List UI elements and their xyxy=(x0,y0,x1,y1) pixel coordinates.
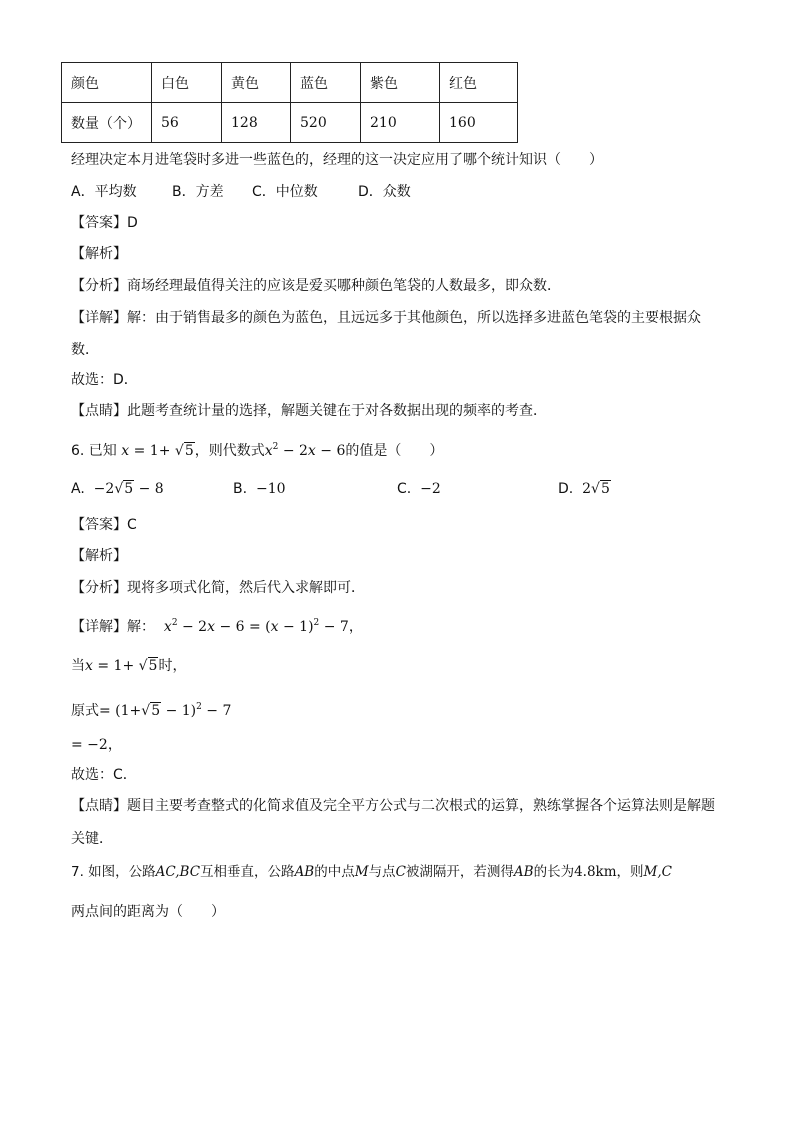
table-cell: 160 xyxy=(440,103,518,143)
table-cell: 128 xyxy=(222,103,291,143)
q5-option-a: A．平均数 xyxy=(71,184,137,200)
q6-answer: 【答案】C xyxy=(71,517,137,533)
q6-detail: 【详解】解： $x^2 - 2x - 6 = (x - 1)^2 - 7$， xyxy=(71,618,363,635)
q6-option-a: A. −2√5 − 8 xyxy=(71,481,164,497)
q5-option-b: B．方差 xyxy=(172,184,224,200)
table-cell: 210 xyxy=(361,103,440,143)
q6-stem-mid: ，则代数式 xyxy=(194,443,265,459)
q5-detail-line1: 【详解】解：由于销售最多的颜色为蓝色，且远远多于其他颜色，所以选择多进蓝色笔袋的主要根据众 xyxy=(71,310,701,326)
q5-choice: 故选：D． xyxy=(71,372,138,388)
table-cell: 蓝色 xyxy=(291,63,361,103)
table-cell: 紫色 xyxy=(361,63,440,103)
q6-comment-line1: 【点睛】题目主要考查整式的化简求值及完全平方公式与二次根式的运算，熟练掌握各个运算法则是解题 xyxy=(71,798,715,814)
q6-comment-line2: 关键． xyxy=(71,831,113,847)
q5-analysis: 【分析】商场经理最值得关注的应该是爱买哪种颜色笔袋的人数最多，即众数． xyxy=(71,278,561,294)
table-cell: 黄色 xyxy=(222,63,291,103)
q6-analysis: 【分析】现将多项式化简，然后代入求解即可． xyxy=(71,580,365,596)
table-row xyxy=(62,63,518,103)
q6-substitution: 原式= $(1+√5 - 1)^2 - 7$ xyxy=(71,702,232,719)
q6-choice: 故选：C． xyxy=(71,767,137,783)
q5-detail-line2: 数． xyxy=(71,342,99,358)
color-quantity-table xyxy=(61,62,518,143)
q5-option-c: C．中位数 xyxy=(252,184,318,200)
q6-stem-suffix: 的值是（ ） xyxy=(345,443,444,459)
q6-stem: 6. 已知 x = 1+ √5，则代数式$x^2 - 2x - 6$的值是（ ） xyxy=(71,442,444,459)
q6-result: = −2， xyxy=(71,737,122,753)
q6-option-c: C. −2 xyxy=(397,481,441,497)
q5-option-d: D．众数 xyxy=(358,184,411,200)
table-row xyxy=(62,103,518,143)
q6-stem-prefix: 6. 已知 xyxy=(71,443,117,459)
q7-stem-line1: 7. 如图，公路AC,BC互相垂直，公路AB的中点M与点C被湖隔开，若测得AB的长为4.8km，则M,C xyxy=(71,864,672,880)
q5-answer: 【答案】D xyxy=(71,215,138,231)
table-cell: 520 xyxy=(291,103,361,143)
q5-analysis-heading: 【解析】 xyxy=(71,246,127,262)
table-cell: 56 xyxy=(152,103,222,143)
q6-option-b: B. −10 xyxy=(233,481,286,497)
q6-when: 当x = 1+ √5时， xyxy=(71,658,187,674)
table-cell: 白色 xyxy=(152,63,222,103)
q5-stem: 经理决定本月进笔袋时多进一些蓝色的，经理的这一决定应用了哪个统计知识（ ） xyxy=(71,152,603,168)
q7-stem-line2: 两点间的距离为（ ） xyxy=(71,904,225,920)
q5-comment: 【点睛】此题考查统计量的选择，解题关键在于对各数据出现的频率的考查． xyxy=(71,403,547,419)
table-cell: 红色 xyxy=(440,63,518,103)
table-cell: 数量（个） xyxy=(62,103,152,143)
q6-option-d: D. 2√5 xyxy=(558,481,610,497)
table-cell: 颜色 xyxy=(62,63,152,103)
q6-analysis-heading: 【解析】 xyxy=(71,548,127,564)
